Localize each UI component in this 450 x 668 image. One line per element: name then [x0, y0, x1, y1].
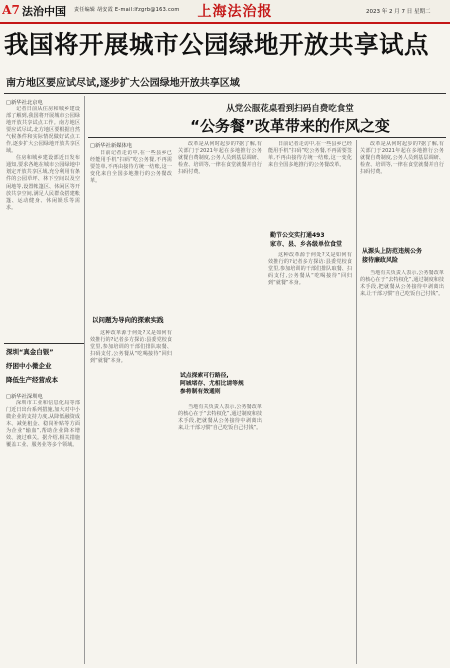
feature-section-head: 勤节公交实打通493 家市、县、乡各级单位食堂 — [270, 232, 343, 248]
feature-column — [178, 404, 262, 660]
main-headline: 我国将开展城市公园绿地开放共享试点 — [4, 30, 429, 59]
feature-headline: “公务餐”改革带来的作风之变 — [190, 117, 390, 135]
sidebar-paragraph: 深圳市工业和信息化局等部门近日出台系列措施,加大对中小微企业的支持力度,从降低融资成本、减免租金、稳岗补贴等方面为企业“输血”,帮助企业降本增效、渡过难关。据介绍,相关措施覆盖工业、服务业等多个领域。 — [6, 400, 80, 449]
feature-paragraph: 这种改革源于何处?又是如何有效推行的?记者多方探访:县委党校食堂里,参加培训的干部们排队取餐、扫码支付,公务餐从“吃喝接待”回归到“就餐”本身。 — [268, 252, 352, 287]
lead-reporter: □新华社北京电 — [6, 100, 43, 106]
newspaper-logo: 上海法治报 — [197, 4, 273, 20]
feature-column — [360, 270, 444, 660]
feature-column — [90, 150, 172, 310]
feature-paragraph: 改革是从何时起步的?据了解,有关部门于2021年起在多地推行公务就餐自费制度,公务人员到基层调研、检查、培训等,一律在食堂就餐并自行扫码付费。 — [178, 141, 262, 176]
feature-column — [90, 330, 172, 660]
page-number-badge: A7 — [2, 3, 20, 17]
column-divider — [84, 96, 85, 664]
feature-section-head: 从源头上防范违规公务 接待廉政风险 — [362, 248, 423, 264]
issue-date: 2023 年 2 月 7 日 星期二 — [366, 9, 431, 15]
section-editor-info: 责任编辑 胡安霞 E-mail:lfzgrb@163.com — [74, 7, 180, 13]
main-subheadline: 南方地区要应试尽试,逐步扩大公园绿地开放共享区域 — [6, 78, 240, 89]
feature-paragraph: 当地有关负责人表示,公务餐改革的核心在于“去特权化”,通过制度和技术手段,把就餐从公务接待中剥离出来,让干部习惯“自己吃饭自己付钱”。 — [360, 270, 444, 298]
feature-kicker: 从党公服花桌看到扫码自费吃食堂 — [226, 104, 354, 114]
column-divider — [356, 140, 357, 664]
masthead-divider — [0, 22, 450, 24]
sidebar-title-line: 纾困中小微企业 — [6, 362, 52, 370]
sidebar-reporter: □新华社深圳电 — [6, 394, 43, 400]
feature-divider — [88, 137, 446, 138]
feature-paragraph: 改革是从何时起步的?据了解,有关部门于2021年起在多地推行公务就餐自费制度,公务人员到基层调研、检查、培训等,一律在食堂就餐并自行扫码付费。 — [360, 141, 444, 176]
feature-reporter: □新华社新媒体电 — [90, 143, 133, 149]
feature-section-head: 试点探索可行路径, 阿城堵存、尤相比请等规 参将制有效通则 — [180, 373, 244, 395]
feature-column — [178, 141, 262, 366]
feature-section-head: 以问题为导向的探索实践 — [92, 316, 164, 324]
feature-paragraph: 日前记者走访中,在一些县乡已经能用手机“扫码”吃公务餐,不再需要签单,不再由接待方统一结账,这一变化来自全国多地推行的公务餐改革。 — [268, 141, 352, 169]
sidebar-title-line: 深圳“真金白银” — [6, 348, 54, 356]
feature-column — [268, 141, 352, 226]
sidebar-body — [6, 400, 80, 660]
feature-column — [268, 252, 352, 660]
lead-paragraph: 记者日前从住房和城乡建设部了解到,我国将开展城市公园绿地开放共享试点工作。南方地区要应试尽试,北方地区要根据自然气候条件和实际情况做好试点工作,逐步扩大公园绿地开放共享区域。 — [6, 106, 80, 155]
feature-paragraph: 这种改革源于何处?又是如何有效推行的?记者多方探访:县委党校食堂里,参加培训的干部们排队取餐、扫码支付,公务餐从“吃喝接待”回归到“就餐”本身。 — [90, 330, 172, 365]
sidebar-top-rule — [4, 343, 84, 344]
feature-paragraph: 当地有关负责人表示,公务餐改革的核心在于“去特权化”,通过制度和技术手段,把就餐从公务接待中剥离出来,让干部习惯“自己吃饭自己付钱”。 — [178, 404, 262, 432]
feature-paragraph: 日前记者走访中,在一些县乡已经能用手机“扫码”吃公务餐,不再需要签单,不再由接待方统一结账,这一变化来自全国多地推行的公务餐改革。 — [90, 150, 172, 185]
lead-story-body — [6, 106, 80, 338]
headline-divider — [4, 93, 446, 94]
sidebar-title-line: 降低生产经营成本 — [6, 376, 58, 384]
lead-paragraph: 住房和城乡建设部近日发布通知,要求各地在城市公园绿地中划定开放共享区域,充分利用有条件的公园草坪、林下空间以及空闲地等,设置帐篷区、休闲区等开放共享空间,满足人民群众搭建帐篷、运动健身、休闲娱乐等需求。 — [6, 155, 80, 211]
feature-column — [360, 141, 444, 241]
section-name: 法治中国 — [22, 5, 66, 18]
